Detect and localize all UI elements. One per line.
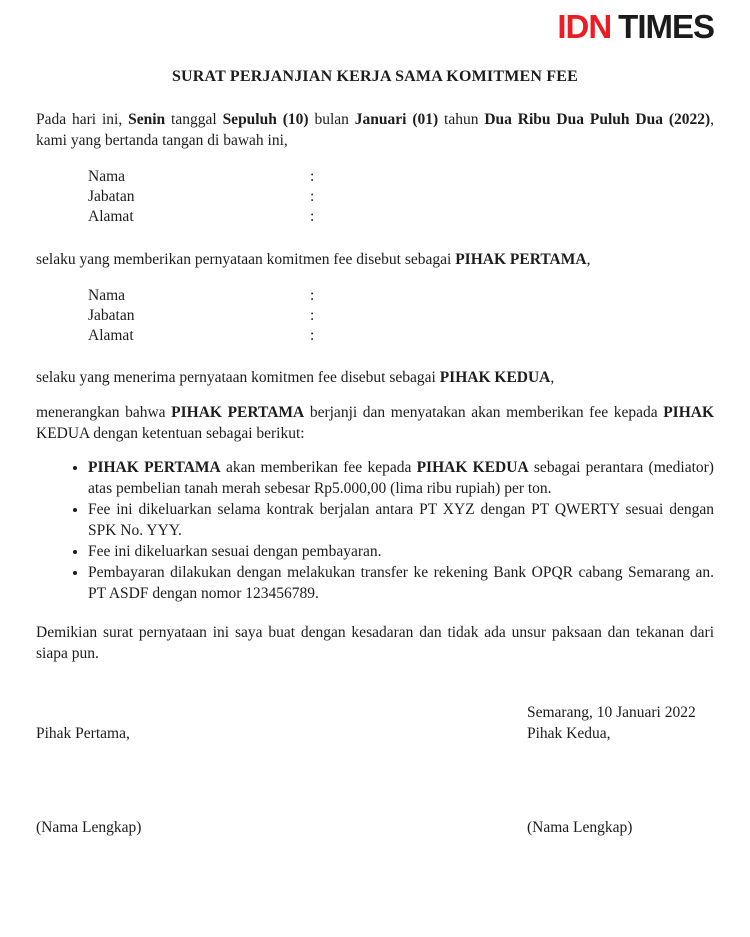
party-field-row (88, 326, 714, 346)
field-label-nama: Nama (88, 168, 126, 185)
field-separator: : (310, 287, 315, 304)
field-value-nama (330, 167, 714, 187)
signature-names-row (36, 817, 714, 838)
field-separator: : (310, 208, 315, 225)
first-party-intro: selaku yang memberikan pernyataan komitmen fee disebut sebagai PIHAK PERTAMA, (36, 251, 591, 268)
signature-space (36, 744, 714, 817)
field-value-nama (330, 286, 714, 306)
opening-paragraph: Pada hari ini, Senin tanggal Sepuluh (10) bulan Januari (01) tahun Dua Ribu Dua Puluh Dua (2022), kami yang bertanda tangan di bawah ini, (36, 111, 715, 149)
field-separator: : (310, 168, 315, 185)
fee-term-item: • Fee ini dikeluarkan sesuai dengan pembayaran. (88, 541, 714, 562)
field-label-nama: Nama (88, 287, 126, 304)
first-party-signature-label: Pihak Pertama, (36, 725, 130, 742)
party-field-row (88, 207, 714, 227)
document-title: SURAT PERJANJIAN KERJA SAMA KOMITMEN FEE (171, 68, 579, 85)
statement-paragraph: menerangkan bahwa PIHAK PERTAMA berjanji dan menyatakan akan memberikan fee kepada PIHAK KEDUA dengan ketentuan sebagai berikut: (36, 404, 715, 442)
second-party-name-placeholder: (Nama Lengkap) (527, 819, 633, 836)
signature-labels-row (36, 723, 714, 744)
party-field-row (88, 306, 714, 326)
field-value-alamat (330, 326, 714, 346)
logo-times-text: TIMES (618, 8, 714, 45)
second-party-intro: selaku yang menerima pernyataan komitmen fee disebut sebagai PIHAK KEDUA, (36, 369, 555, 386)
fee-term-item: • Fee ini dikeluarkan selama kontrak berjalan antara PT XYZ dengan PT QWERTY sesuai dengan SPK No. YYY. (88, 499, 714, 541)
fee-term-item: • PIHAK PERTAMA akan memberikan fee kepada PIHAK KEDUA sebagai perantara (mediator) atas pembelian tanah merah sebesar Rp5.000,00 (lima ribu rupiah) per ton. (88, 457, 714, 499)
second-party-signature-label: Pihak Kedua, (527, 725, 611, 742)
field-separator: : (310, 307, 315, 324)
place-date: Semarang, 10 Januari 2022 (527, 704, 696, 721)
field-value-jabatan (330, 306, 714, 326)
logo-idn-text: IDN (557, 8, 612, 45)
party-field-row (88, 286, 714, 306)
fee-terms-list (36, 457, 714, 604)
field-separator: : (310, 327, 315, 344)
party-field-row (88, 187, 714, 207)
field-value-alamat (330, 207, 714, 227)
header (36, 0, 714, 44)
signature-date-row (36, 702, 714, 723)
field-separator: : (310, 188, 315, 205)
signature-left-spacer (36, 702, 527, 723)
party-field-row (88, 167, 714, 187)
second-party-details (88, 286, 714, 346)
first-party-details (88, 167, 714, 227)
field-value-jabatan (330, 187, 714, 207)
field-label-jabatan: Jabatan (88, 307, 135, 324)
field-label-alamat: Alamat (88, 327, 134, 344)
field-label-jabatan: Jabatan (88, 188, 135, 205)
first-party-name-placeholder: (Nama Lengkap) (36, 819, 142, 836)
idn-times-logo (557, 10, 714, 44)
fee-term-item: • Pembayaran dilakukan dengan melakukan transfer ke rekening Bank OPQR cabang Semarang an. PT ASDF dengan nomor 123456789. (88, 562, 714, 604)
closing-paragraph: Demikian surat pernyataan ini saya buat dengan kesadaran dan tidak ada unsur paksaan dan tekanan dari siapa pun. (36, 624, 714, 662)
field-label-alamat: Alamat (88, 208, 134, 225)
